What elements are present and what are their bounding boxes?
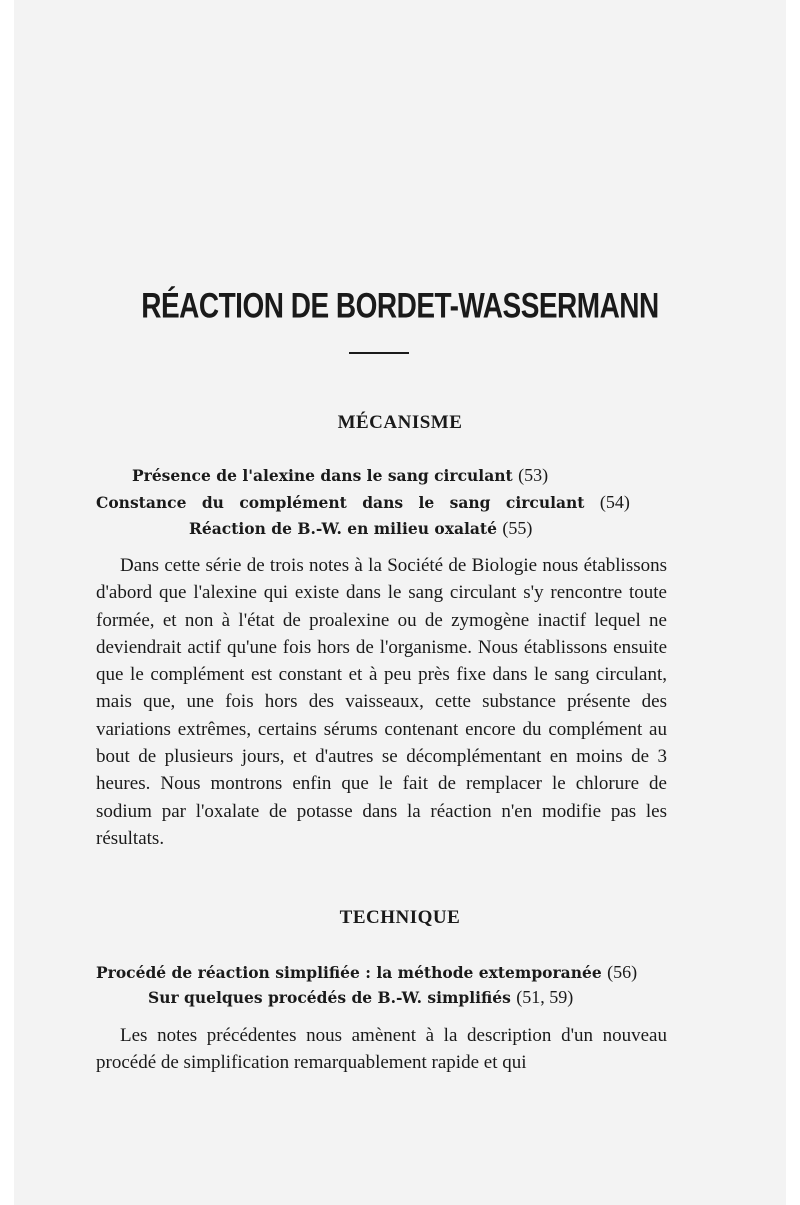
reference-line: Sur quelques procédés de B.-W. simplifiés (51, 59) — [148, 987, 574, 1007]
body-paragraph: Les notes précédentes nous amènent à la description d'un nouveau procédé de simplification remarquablement rapide et qui — [96, 1025, 667, 1074]
document-page — [14, 0, 786, 1205]
section-heading-technique: TECHNIQUE — [339, 907, 461, 928]
show-through-text — [74, 170, 79, 190]
body-paragraph: Dans cette série de trois notes à la Société de Biologie nous établissons d'abord que l'alexine qui existe dans le sang circulant s'y rencontre toute formée, et non à l'état de proalexine ou de zymogène inactif lequel ne deviendrait actif qu'une fois hors de l'organisme. Nous établissons ensuite que le complément est constant et à peu près fixe dans le sang circulant, mais que, une fois hors des vaisseaux, cette substance présente des variations extrêmes, certains sérums contenant encore du complément au bout de plusieurs jours, et d'autres se décomplémentant en moins de 3 heures. Nous montrons enfin que le fait de remplacer le chlorure de sodium par l'oxalate de potasse dans la réaction n'en modifie pas les résultats. — [96, 555, 667, 849]
section-heading-mecanisme: MÉCANISME — [337, 412, 463, 433]
title-rule — [349, 352, 409, 354]
reference-line: Réaction de B.-W. en milieu oxalaté (55) — [189, 518, 533, 538]
page-title: RÉACTION DE BORDET-WASSERMANN — [141, 286, 659, 325]
reference-line: Présence de l'alexine dans le sang circulant (53) — [132, 465, 549, 485]
reference-line: Constance du complément dans le sang circulant (54) — [96, 492, 630, 512]
reference-line: Procédé de réaction simplifiée : la méthode extemporanée (56) — [96, 962, 638, 982]
